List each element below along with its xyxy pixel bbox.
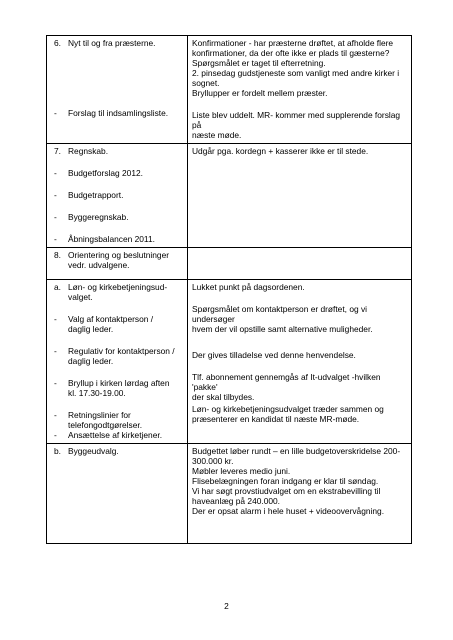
agenda-row — [47, 36, 412, 144]
item-text: Budgetforslag 2012. — [68, 168, 143, 178]
agenda-item — [51, 250, 184, 270]
item-marker: 8. — [54, 250, 61, 260]
agenda-item — [51, 446, 184, 456]
item-marker: - — [54, 212, 57, 222]
item-text — [68, 250, 184, 270]
agenda-item-cell — [47, 444, 188, 544]
decision-line: Spørgsmålet er taget til efterretning. — [192, 58, 326, 68]
decision-cell — [188, 144, 412, 248]
item-marker: - — [54, 190, 57, 200]
agenda-subitem — [51, 346, 184, 366]
item-marker: a. — [54, 282, 61, 292]
item-text-line: Løn- og kirkebetjeningsud- — [68, 282, 168, 292]
decision-line: Der er opsat alarm i hele huset + videoovervågning. — [192, 506, 385, 516]
agenda-row — [47, 280, 412, 444]
decision-line: Spørgsmålet om kontaktperson er drøftet, og vi undersøger — [192, 304, 368, 324]
agenda-item-cell — [47, 36, 188, 144]
item-text-line: Bryllup i kirken lørdag aften — [68, 378, 170, 388]
agenda-subitem — [51, 212, 184, 222]
item-marker: - — [54, 430, 57, 440]
decision-line: haveanlæg på 240.000. — [192, 496, 281, 506]
item-text-line: Orientering og beslutninger — [68, 250, 170, 260]
decision-line: Lukket punkt på dagsordenen. — [192, 282, 305, 292]
agenda-item — [51, 282, 184, 302]
decision-line: Løn- og kirkebetjeningsudvalget træder sammen og — [192, 404, 384, 414]
decision-line: Flisebelægningen foran indgang er klar til søndag. — [192, 476, 379, 486]
decision-text — [192, 404, 408, 424]
decision-cell — [188, 36, 412, 144]
item-text: Ansættelse af kirketjener. — [68, 430, 163, 440]
item-text-line: Regulativ for kontaktperson / — [68, 346, 175, 356]
decision-line: der skal tilbydes. — [192, 392, 255, 402]
item-text: Byggeregnskab. — [68, 212, 129, 222]
decision-line: 300.000 kr. — [192, 456, 234, 466]
decision-line: Møbler leveres medio juni. — [192, 466, 291, 476]
item-text-line: valget. — [68, 292, 93, 302]
item-marker: - — [54, 346, 57, 356]
page-number: 2 — [224, 601, 229, 611]
item-text-line: kl. 17.30-19.00. — [68, 388, 126, 398]
item-text: Byggeudvalg. — [68, 446, 119, 456]
decision-text — [192, 282, 408, 292]
decision-text — [192, 304, 408, 334]
decision-line: konfirmationer, da der ofte ikke er plads til gæsterne? — [192, 48, 390, 58]
decision-line: hvem der vil opstille samt alternative muligheder. — [192, 324, 373, 334]
decision-line: 2. pinsedag gudstjeneste som vanligt med andre kirker i — [192, 68, 400, 78]
agenda-item — [51, 38, 184, 48]
agenda-item-cell — [47, 280, 188, 444]
decision-text — [192, 146, 408, 156]
item-text — [68, 282, 184, 302]
item-marker: - — [54, 314, 57, 324]
decision-line: Liste blev uddelt. MR- kommer med supplerende forslag på — [192, 110, 401, 130]
decision-cell — [188, 248, 412, 280]
item-text: Regnskab. — [68, 146, 109, 156]
agenda-subitem — [51, 314, 184, 334]
decision-line: næste møde. — [192, 130, 242, 140]
decision-line: Udgår pga. kordegn + kasserer ikke er til stede. — [192, 146, 369, 156]
item-marker: - — [54, 234, 57, 244]
item-text-line: daglig leder. — [68, 324, 114, 334]
decision-line: Vi har søgt provstiudvalget om en ekstrabevilling til — [192, 486, 381, 496]
decision-line: Tlf. abonnement gennemgås af It-udvalget -hvilken 'pakke' — [192, 372, 381, 392]
item-text-line: Retningslinier for — [68, 410, 131, 420]
decision-text — [192, 350, 408, 360]
decision-line: sognet. — [192, 78, 220, 88]
decision-line: Budgettet løber rundt – en lille budgetoverskridelse 200- — [192, 446, 401, 456]
item-marker: 7. — [54, 146, 61, 156]
agenda-subitem — [51, 168, 184, 178]
decision-text — [192, 110, 408, 140]
agenda-subitem — [51, 190, 184, 200]
item-text-line: Valg af kontaktperson / — [68, 314, 154, 324]
decision-line: Der gives tilladelse ved denne henvendelse. — [192, 350, 356, 360]
item-marker: - — [54, 168, 57, 178]
agenda-subitem — [51, 430, 184, 440]
agenda-item — [51, 146, 184, 156]
item-text — [68, 410, 184, 430]
decision-cell — [188, 280, 412, 444]
agenda-row — [47, 444, 412, 544]
item-marker: - — [54, 410, 57, 420]
decision-text — [192, 446, 408, 516]
item-text-line: telefongodtgørelser. — [68, 420, 143, 430]
item-marker: b. — [54, 446, 61, 456]
item-text — [68, 346, 184, 366]
item-marker: - — [54, 108, 57, 118]
minutes-table — [46, 35, 412, 544]
item-text: Budgetrapport. — [68, 190, 124, 200]
item-text-line: daglig leder. — [68, 356, 114, 366]
item-text — [68, 378, 184, 398]
agenda-item-cell — [47, 248, 188, 280]
decision-line: Bryllupper er fordelt mellem præster. — [192, 88, 328, 98]
agenda-row — [47, 144, 412, 248]
agenda-subitem — [51, 108, 184, 118]
item-marker: 6. — [54, 38, 61, 48]
item-text: Åbningsbalancen 2011. — [68, 234, 155, 244]
decision-cell — [188, 444, 412, 544]
decision-line: Konfirmationer - har præsterne drøftet, at afholde flere — [192, 38, 394, 48]
agenda-subitem — [51, 410, 184, 430]
agenda-row — [47, 248, 412, 280]
decision-line: præsenterer en kandidat til næste MR-møde. — [192, 414, 360, 424]
item-text — [68, 314, 184, 334]
decision-text — [192, 38, 408, 98]
decision-text — [192, 372, 408, 402]
item-text: Forslag til indsamlingsliste. — [68, 108, 169, 118]
item-marker: - — [54, 378, 57, 388]
agenda-item-cell — [47, 144, 188, 248]
agenda-subitem — [51, 234, 184, 244]
agenda-subitem — [51, 378, 184, 398]
item-text: Nyt til og fra præsterne. — [68, 38, 156, 48]
item-text-line: vedr. udvalgene. — [68, 260, 130, 270]
